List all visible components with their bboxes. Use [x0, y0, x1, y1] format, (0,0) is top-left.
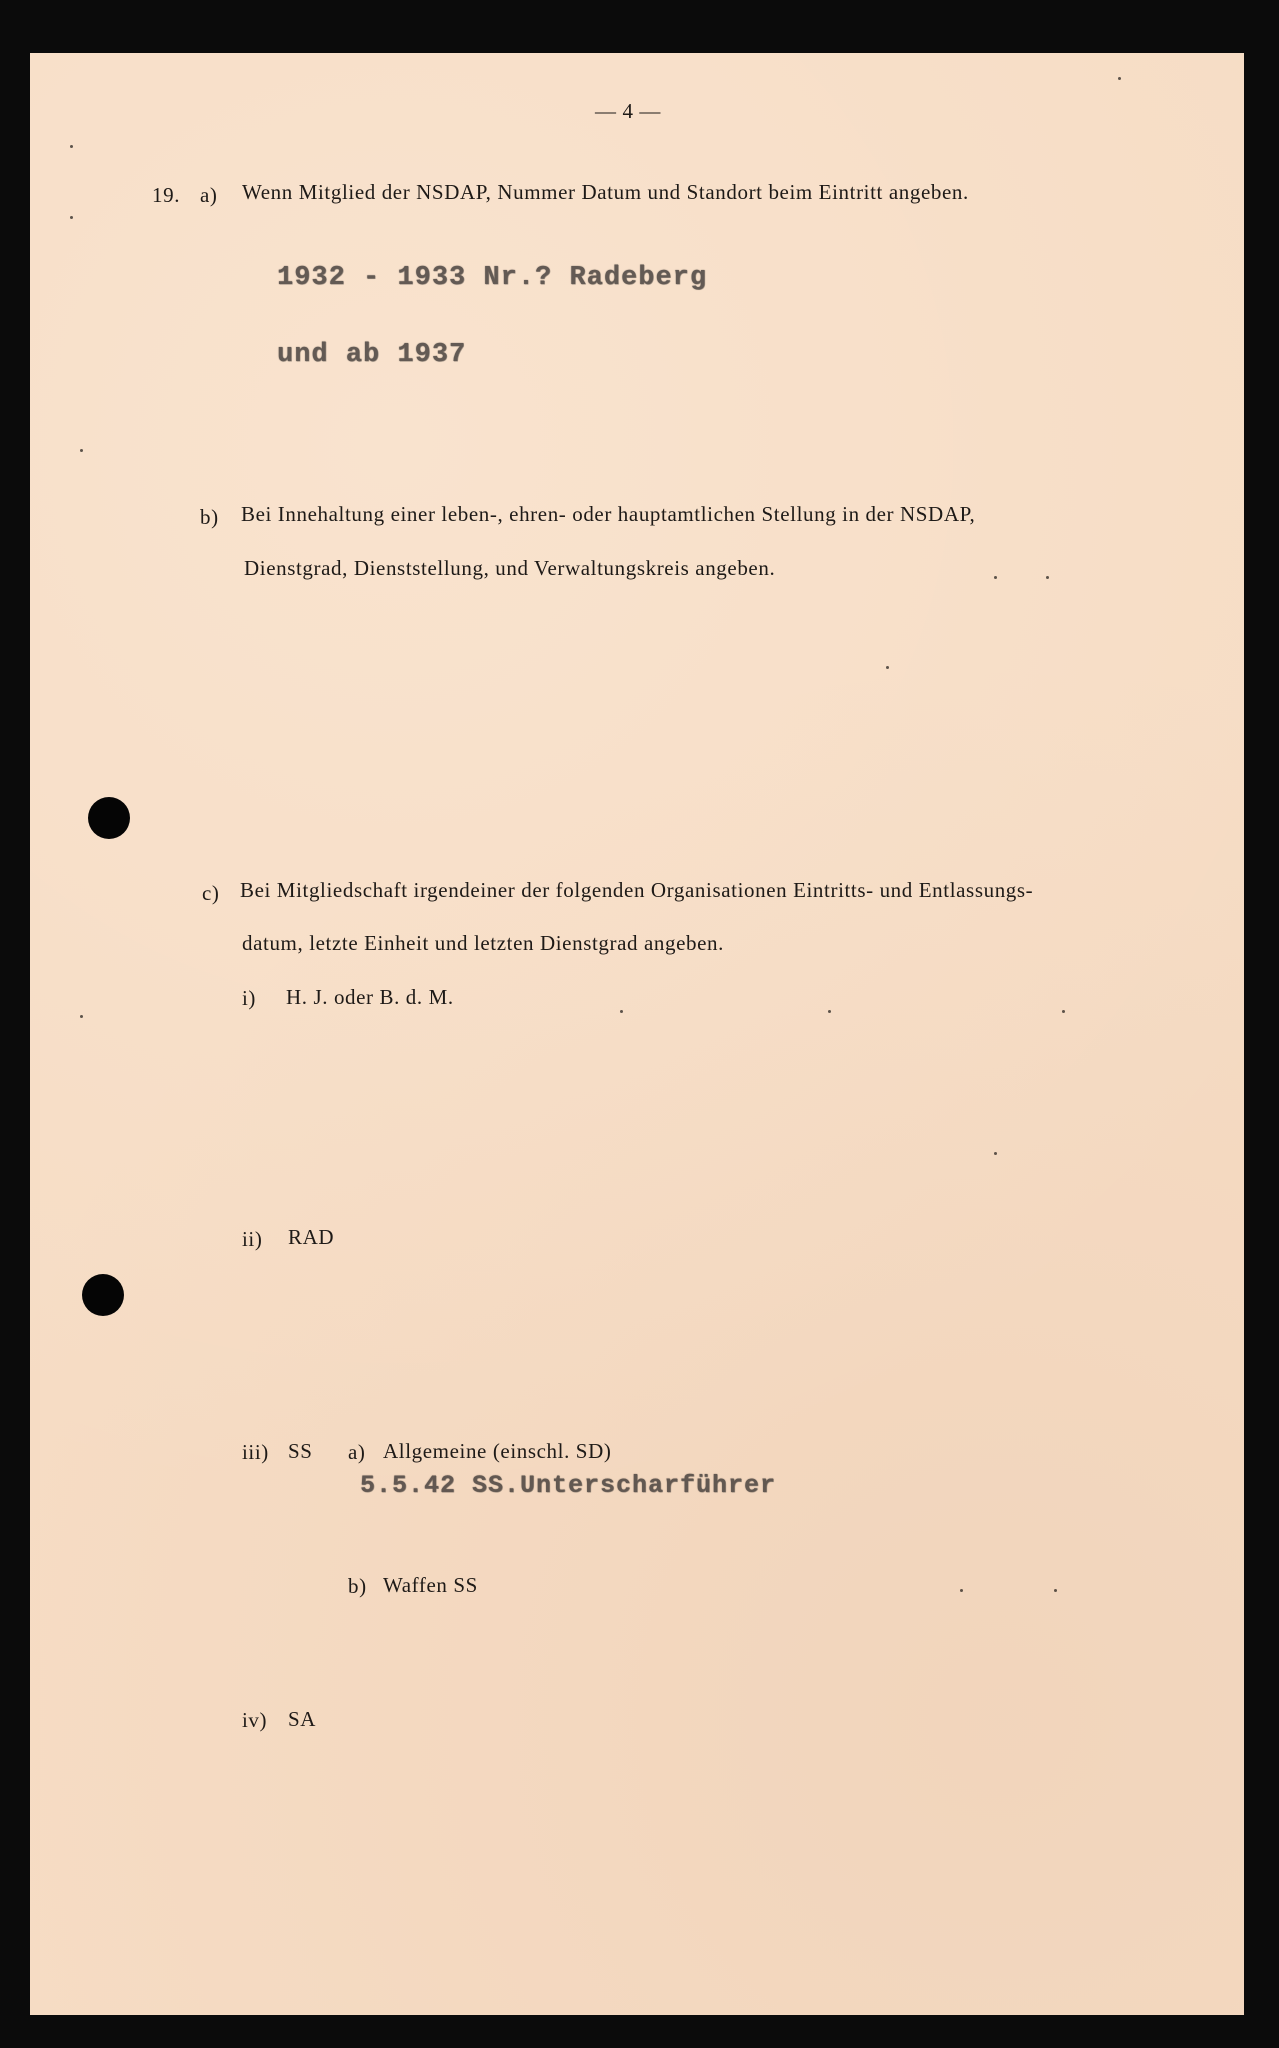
paper-speck — [960, 1589, 963, 1592]
paper-speck — [620, 1010, 623, 1013]
paper-speck — [70, 145, 73, 148]
paper-speck — [886, 666, 889, 669]
question-b-prompt-line1: Bei Innehaltung einer leben-, ehren- oder hauptamtlichen Stellung in der NSDAP, — [241, 502, 976, 526]
item-ss-a-marker: a) — [348, 1440, 366, 1464]
question-b-prompt-line2: Dienstgrad, Dienststellung, und Verwaltungskreis angeben. — [244, 556, 776, 580]
question-c-prompt-line1: Bei Mitgliedschaft irgendeiner der folgenden Organisationen Eintritts- und Entlassungs- — [240, 878, 1034, 902]
paper-speck — [828, 1010, 831, 1013]
question-number: 19. — [152, 183, 181, 207]
punch-hole-upper — [88, 797, 130, 839]
item-ss-a-label: Allgemeine (einschl. SD) — [383, 1439, 612, 1463]
punch-hole-lower — [82, 1274, 124, 1316]
paper-speck — [1118, 77, 1121, 80]
typed-answer-nsdap-line1: 1932 - 1933 Nr.? Radeberg — [277, 263, 708, 293]
item-hj-marker: i) — [242, 986, 257, 1010]
paper-speck — [1054, 1589, 1057, 1592]
question-a-prompt: Wenn Mitglied der NSDAP, Nummer Datum und Standort beim Eintritt angeben. — [242, 180, 969, 204]
item-rad-label: RAD — [288, 1225, 335, 1249]
paper-speck — [1046, 576, 1049, 579]
page-number: — 4 — — [595, 99, 661, 123]
paper-speck — [994, 1152, 997, 1155]
item-sa-marker: iv) — [242, 1708, 268, 1732]
document-page — [30, 53, 1244, 2015]
item-ss-b-label: Waffen SS — [383, 1573, 478, 1597]
typed-answer-ss: 5.5.42 SS.Unterscharführer — [360, 1471, 777, 1500]
paper-speck — [80, 1015, 83, 1018]
item-rad-marker: ii) — [242, 1227, 263, 1251]
question-c-prompt-line2: datum, letzte Einheit und letzten Dienstgrad angeben. — [242, 931, 724, 955]
item-sa-label: SA — [288, 1707, 317, 1731]
paper-speck — [994, 576, 997, 579]
item-hj-label: H. J. oder B. d. M. — [286, 985, 454, 1009]
question-c-marker: c) — [202, 881, 220, 905]
item-ss-b-marker: b) — [348, 1574, 367, 1598]
item-ss-label: SS — [288, 1439, 313, 1463]
typed-answer-nsdap-line2: und ab 1937 — [277, 340, 467, 370]
question-b-marker: b) — [200, 505, 219, 529]
paper-speck — [70, 216, 73, 219]
question-a-marker: a) — [200, 183, 218, 207]
paper-speck — [80, 449, 83, 452]
paper-speck — [1062, 1010, 1065, 1013]
item-ss-marker: iii) — [242, 1440, 269, 1464]
